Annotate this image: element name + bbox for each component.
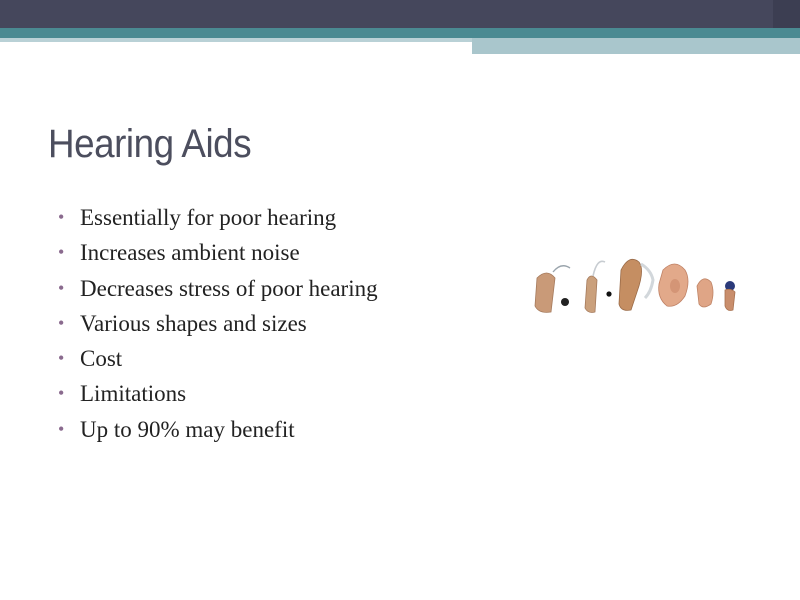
bullet-text: Cost bbox=[80, 346, 123, 372]
header-light-strip-right bbox=[472, 38, 800, 54]
bte-hearing-aid-icon bbox=[535, 266, 570, 313]
bullet-text: Decreases stress of poor hearing bbox=[80, 275, 378, 301]
bullet-text: Up to 90% may benefit bbox=[80, 416, 295, 442]
bullet-item bbox=[58, 235, 378, 270]
bullet-text: Essentially for poor hearing bbox=[80, 205, 337, 230]
bullet-item bbox=[58, 200, 378, 235]
itc-hearing-aid-icon bbox=[697, 279, 713, 307]
cic-hearing-aid-icon bbox=[725, 281, 735, 311]
bullet-item bbox=[58, 271, 378, 306]
header-teal-strip bbox=[0, 28, 800, 38]
slide-title: Hearing Aids bbox=[48, 122, 252, 166]
bullet-item bbox=[58, 306, 378, 341]
bullet-dot-icon: • bbox=[58, 312, 65, 333]
bullet-item bbox=[58, 341, 378, 376]
header-dark-band bbox=[0, 0, 800, 28]
bullet-dot-icon: • bbox=[58, 418, 65, 439]
hearing-aids-image bbox=[525, 250, 750, 320]
large-bte-hearing-aid-icon bbox=[619, 259, 653, 310]
bullet-dot-icon: • bbox=[58, 348, 65, 369]
header-light-strip-left bbox=[0, 38, 472, 42]
bullet-dot-icon: • bbox=[58, 383, 65, 404]
bullet-item bbox=[58, 376, 378, 411]
thin-tube-hearing-aid-icon bbox=[585, 261, 612, 312]
bullet-text: Increases ambient noise bbox=[80, 240, 300, 266]
bullet-text: Various shapes and sizes bbox=[80, 310, 307, 336]
bullet-item bbox=[58, 412, 378, 447]
bullet-text: Limitations bbox=[80, 381, 187, 407]
bullet-dot-icon: • bbox=[58, 207, 65, 227]
bullet-dot-icon: • bbox=[58, 242, 65, 263]
bullet-dot-icon: • bbox=[58, 277, 65, 298]
ite-hearing-aid-icon bbox=[659, 264, 688, 306]
bullet-list bbox=[58, 200, 378, 447]
